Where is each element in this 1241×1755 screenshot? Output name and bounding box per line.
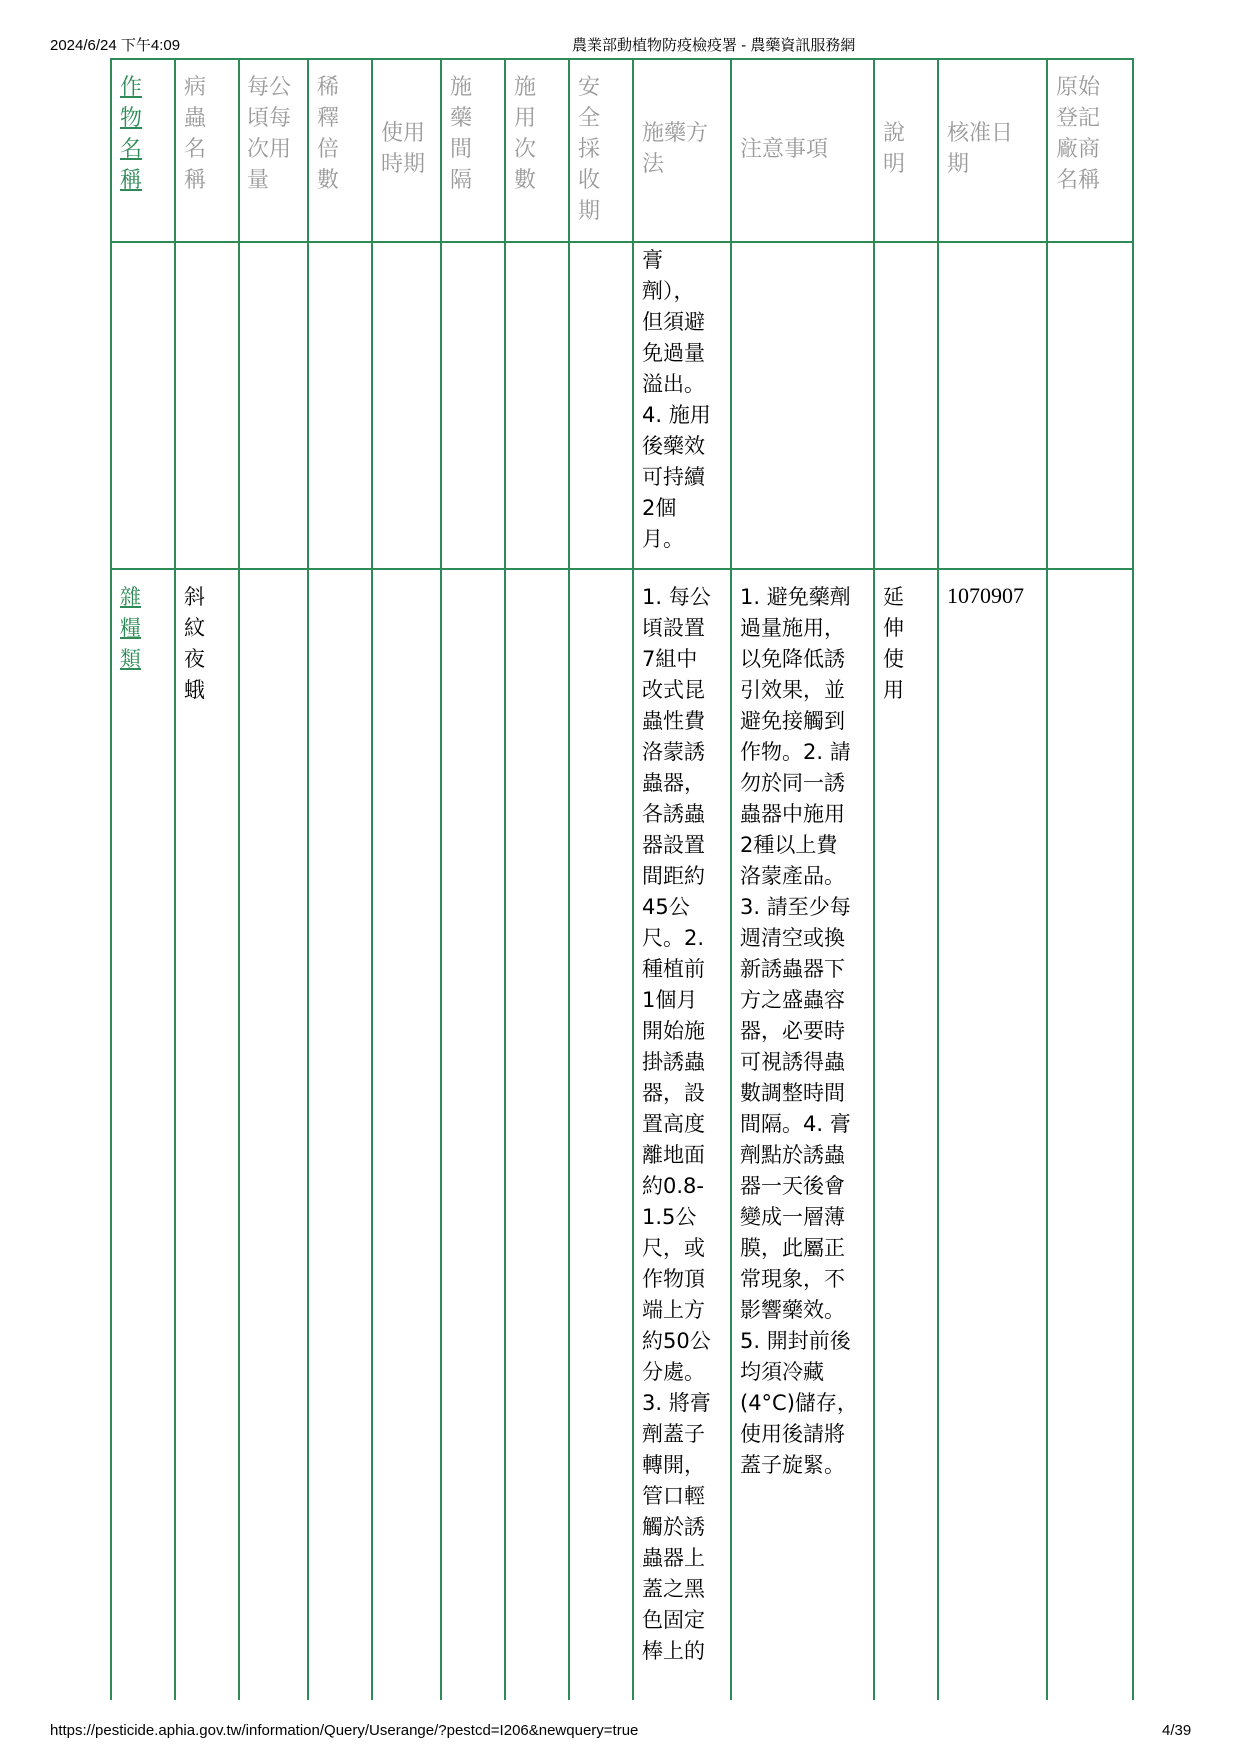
- row-divider: [110, 568, 1134, 570]
- column-divider: [1046, 58, 1048, 1700]
- header-crop-name[interactable]: 作 物 名 稱: [120, 75, 143, 193]
- column-divider: [238, 58, 240, 1700]
- crop-name-link[interactable]: 雜 糧 類: [120, 585, 141, 671]
- table-border-left: [110, 58, 112, 1700]
- header-timing: 使用 時期: [381, 121, 426, 177]
- page-url: https://pesticide.aphia.gov.tw/information/Query/Userange/?pestcd=I206&newquery=true: [50, 1722, 639, 1739]
- header-dilution: 稀 釋 倍 數: [317, 75, 340, 193]
- pest-name: 斜 紋 夜 蛾: [184, 585, 205, 702]
- header-description: 說 明: [883, 121, 906, 177]
- column-divider: [440, 58, 442, 1700]
- column-divider: [307, 58, 309, 1700]
- method-text: 1. 每公 頃設置 7組中 改式昆 蟲性費 洛蒙誘 蟲器， 各誘蟲 器設置 間距約 45公 尺。2. 種植前 1個月 開始施 掛誘蟲 器，設 置高度 離地面 約0.8- 1.5公 尺，或 作物頂 端上方 約50公 分處。 3. 將膏 劑蓋子 轉開， 管口輕 觸於誘 蟲器上 蓋之黑 色固定 棒上的: [642, 585, 711, 1663]
- header-method: 施藥方 法: [642, 121, 709, 177]
- header-notes: 注意事項: [740, 137, 829, 162]
- header-dosage-per-ha: 每公 頃每 次用 量: [247, 75, 292, 193]
- column-divider: [937, 58, 939, 1700]
- column-divider: [568, 58, 570, 1700]
- header-safe-harvest: 安 全 採 收 期: [578, 75, 601, 224]
- header-times: 施 用 次 數: [514, 75, 537, 193]
- header-row-divider: [110, 241, 1134, 243]
- header-approval-date: 核准日 期: [947, 121, 1014, 177]
- header-manufacturer: 原始 登記 廠商 名稱: [1056, 75, 1101, 193]
- column-divider: [730, 58, 732, 1700]
- header-interval: 施 藥 間 隔: [450, 75, 473, 193]
- notes-text: 1. 避免藥劑 過量施用， 以免降低誘 引效果，並 避免接觸到 作物。2. 請 勿於同一誘 蟲器中施用 2種以上費 洛蒙產品。 3. 請至少每 週清空或換 新誘蟲器下 方之盛蟲容 器，必要時 可視誘得蟲 數調整時間 間隔。4. 膏 劑點於誘蟲 器一天後會 變成一層薄 膜，此屬正 常現象，不 影響藥效。 5. 開封前後 均須冷藏 (4°C)儲存， 使用後請將 蓋子旋緊。: [740, 585, 858, 1477]
- column-divider: [174, 58, 176, 1700]
- site-title: 農業部動植物防疫檢疫署 - 農藥資訊服務網: [572, 37, 856, 54]
- table-border-right: [1132, 58, 1134, 1700]
- header-pest-name: 病 蟲 名 稱: [184, 75, 207, 193]
- column-divider: [504, 58, 506, 1700]
- approval-date: 1070907: [947, 583, 1024, 608]
- column-divider: [371, 58, 373, 1700]
- table-border-top: [110, 58, 1134, 60]
- page-number: 4/39: [1162, 1722, 1192, 1739]
- continued-method-text: 膏 劑）， 但須避 免過量 溢出。 4. 施用 後藥效 可持續 2個 月。: [642, 248, 711, 551]
- column-divider: [873, 58, 875, 1700]
- description-text: 延 伸 使 用: [883, 585, 904, 702]
- print-datetime: 2024/6/24 下午4:09: [50, 37, 181, 54]
- column-divider: [632, 58, 634, 1700]
